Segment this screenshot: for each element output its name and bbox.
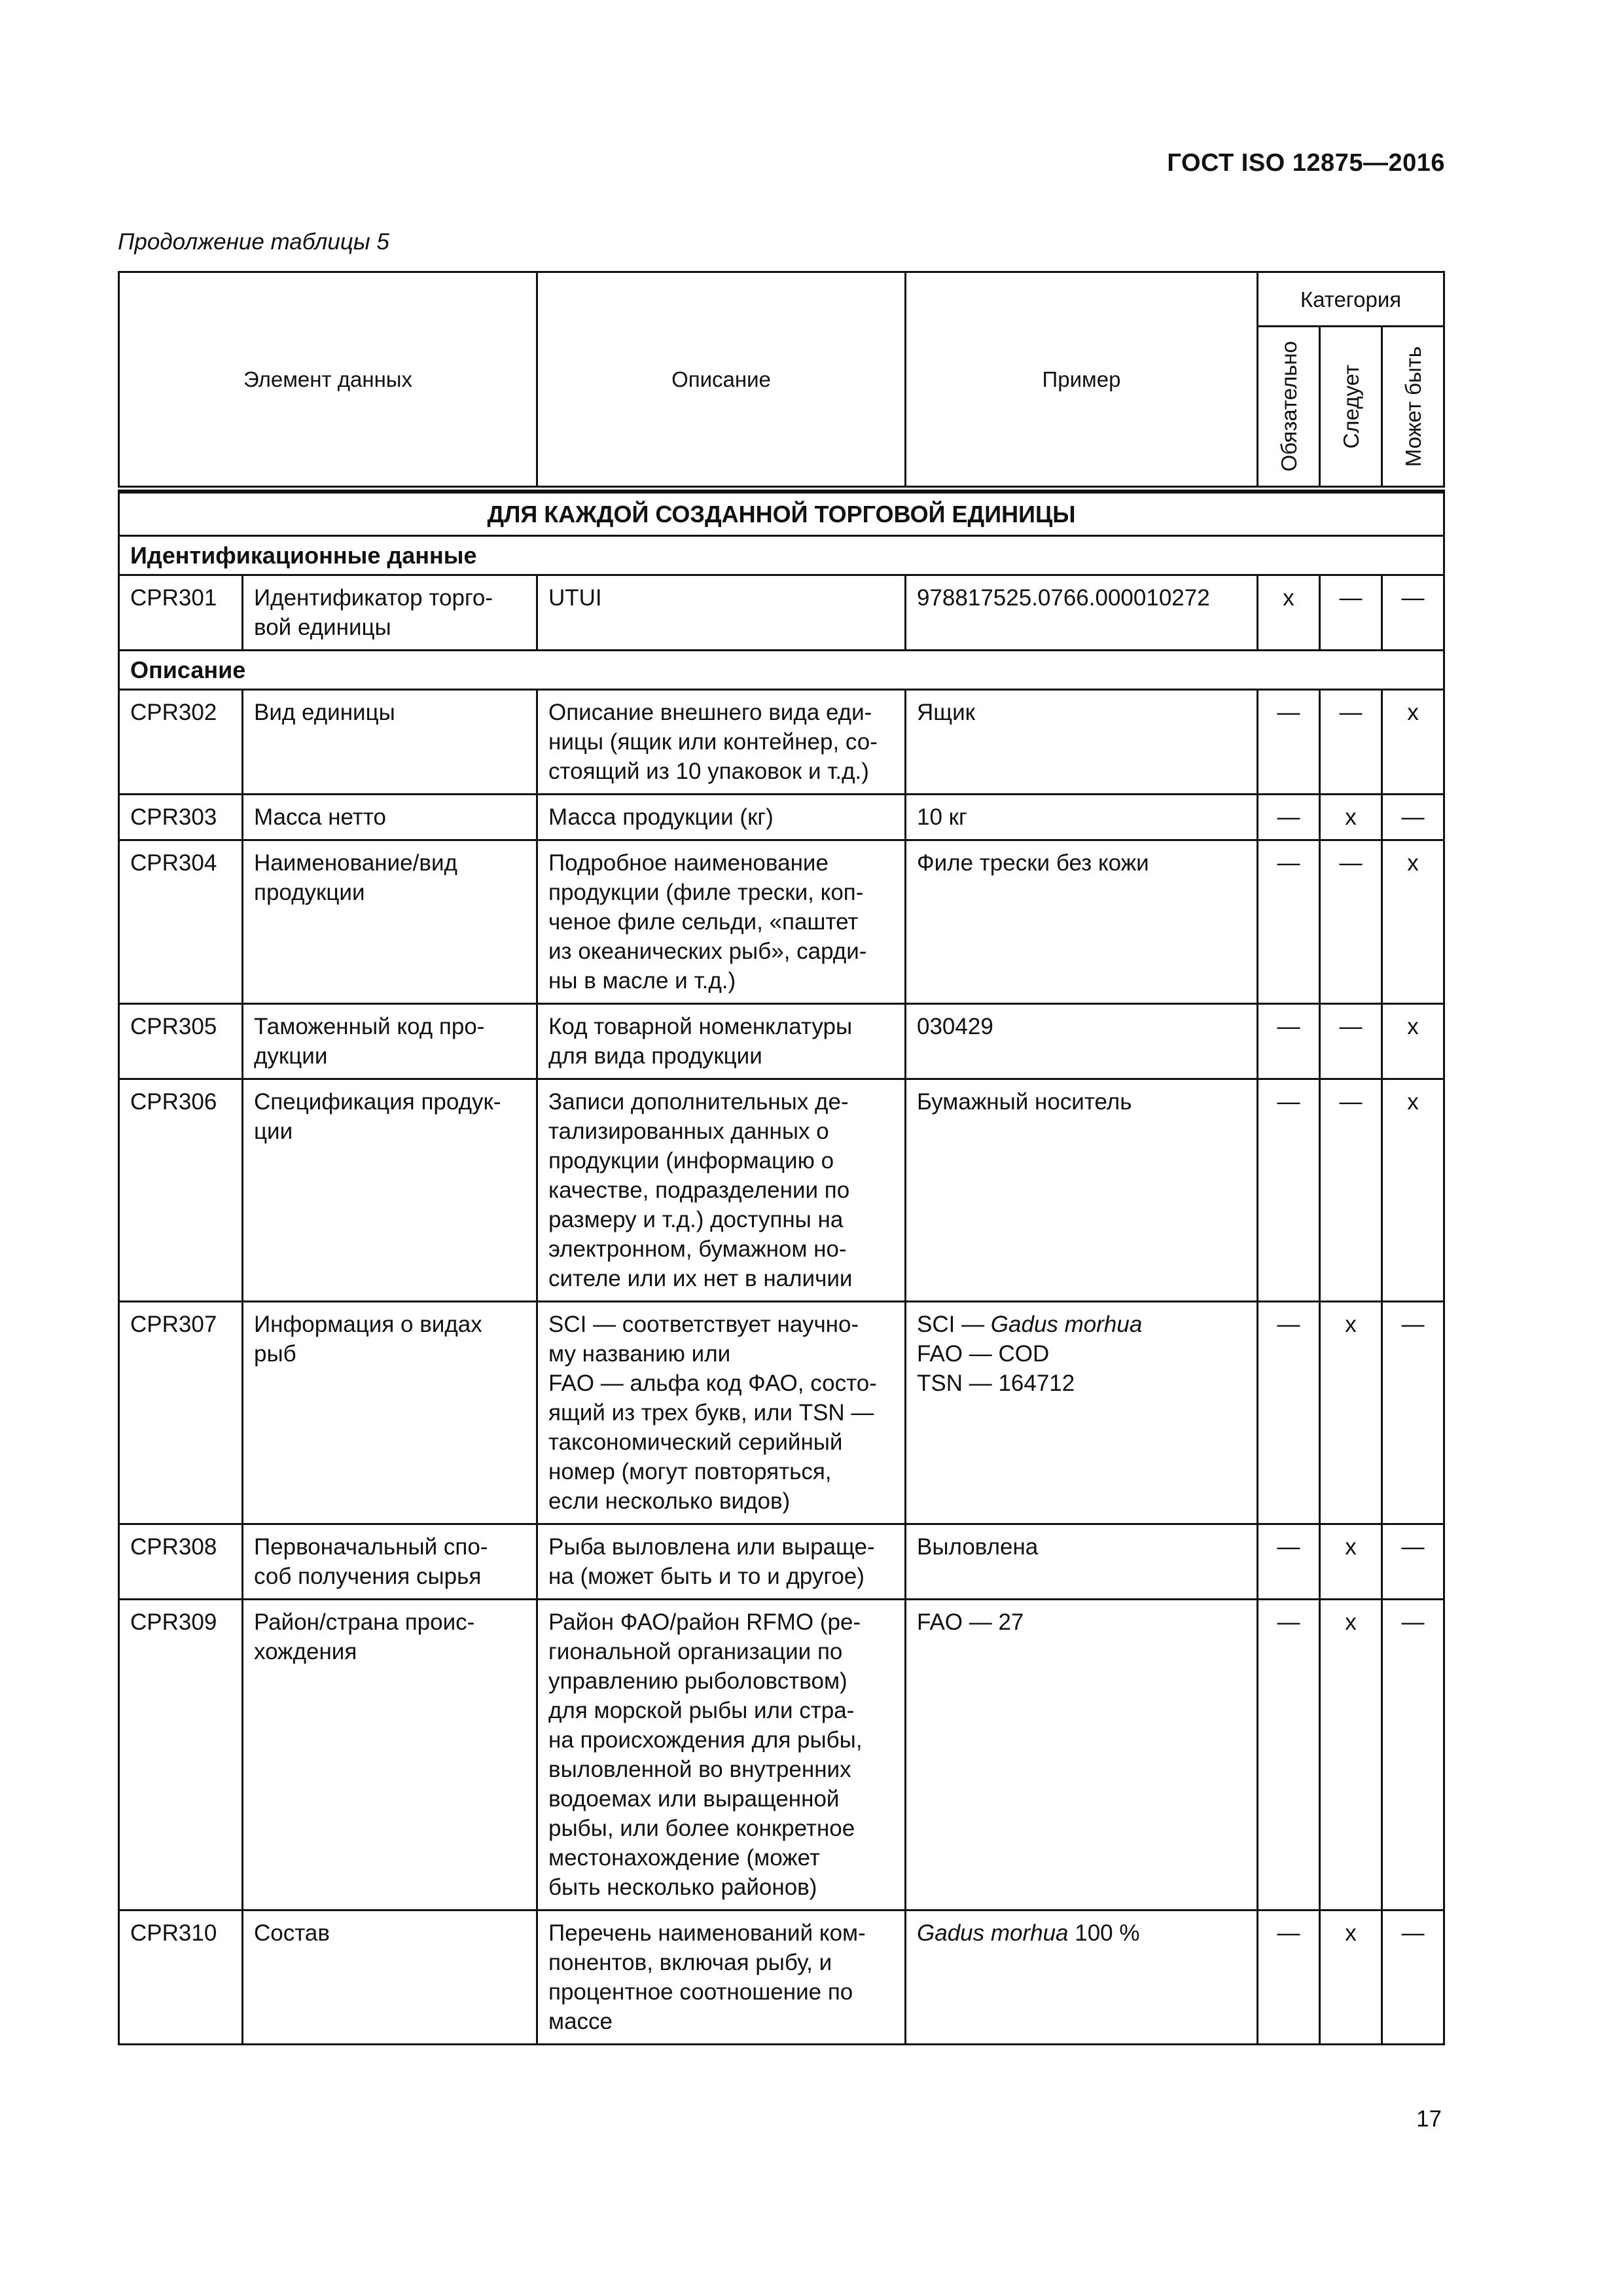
row-mandatory-mark: — — [1258, 1004, 1320, 1079]
row-element-name: Район/страна проис- хождения — [243, 1600, 537, 1910]
row-description: Записи дополнительных де- тализированных данных о продукции (информацию о качестве, подразделении по размеру и т.д.) доступны на электронном, бумажном но- сителе или их нет в наличии — [537, 1079, 906, 1302]
row-description: Масса продукции (кг) — [537, 795, 906, 840]
table-row — [119, 1910, 1444, 2045]
row-mandatory-mark: — — [1258, 795, 1320, 840]
row-element-name: Идентификатор торго- вой единицы — [243, 575, 537, 651]
row-description: Рыба выловлена или выраще- на (может быть и то и другое) — [537, 1524, 906, 1600]
row-description: SCI — соответствует научно- му названию или FAO — альфа код ФАО, состо- ящий из трех букв, или TSN — таксономический серийный номер (могут повторяться, если несколько видов) — [537, 1302, 906, 1524]
row-should-mark: — — [1320, 690, 1382, 795]
header-element: Элемент данных — [119, 272, 537, 489]
row-may-mark: x — [1382, 690, 1444, 795]
table-row — [119, 1079, 1444, 1302]
row-element-name: Первоначальный спо- соб получения сырья — [243, 1524, 537, 1600]
row-mandatory-mark: — — [1258, 1079, 1320, 1302]
row-example: Филе трески без кожи — [906, 840, 1258, 1004]
header-category: Категория — [1258, 272, 1444, 327]
row-description: Подробное наименование продукции (филе трески, коп- ченое филе сельди, «паштет из океанических рыб», сарди- ны в масле и т.д.) — [537, 840, 906, 1004]
table-caption: Продолжение таблицы 5 — [118, 229, 389, 255]
row-mandatory-mark: — — [1258, 1600, 1320, 1910]
row-element-name: Таможенный код про- дукции — [243, 1004, 537, 1079]
table-row — [119, 840, 1444, 1004]
row-should-mark: x — [1320, 1600, 1382, 1910]
row-code: CPR309 — [119, 1600, 243, 1910]
table-row — [119, 1600, 1444, 1910]
table-row — [119, 795, 1444, 840]
row-mandatory-mark: — — [1258, 1910, 1320, 2045]
row-mandatory-mark: — — [1258, 690, 1320, 795]
table-row — [119, 1302, 1444, 1524]
data-elements-table — [118, 271, 1445, 2045]
page-number: 17 — [1416, 2106, 1442, 2132]
row-should-mark: x — [1320, 1302, 1382, 1524]
row-code: CPR301 — [119, 575, 243, 651]
row-code: CPR302 — [119, 690, 243, 795]
row-code: CPR306 — [119, 1079, 243, 1302]
table-row — [119, 575, 1444, 651]
row-code: CPR310 — [119, 1910, 243, 2045]
example-species: Gadus morhua — [917, 1920, 1069, 1946]
row-example: 10 кг — [906, 795, 1258, 840]
row-example: Бумажный носитель — [906, 1079, 1258, 1302]
row-should-mark: — — [1320, 1004, 1382, 1079]
row-mandatory-mark: — — [1258, 1524, 1320, 1600]
group-description: Описание — [119, 651, 1444, 690]
row-element-name: Информация о видах рыб — [243, 1302, 537, 1524]
row-example — [906, 1910, 1258, 2045]
row-example — [906, 1302, 1258, 1524]
header-example: Пример — [906, 272, 1258, 489]
example-species: Gadus morhua — [990, 1312, 1143, 1337]
section-title: ДЛЯ КАЖДОЙ СОЗДАННОЙ ТОРГОВОЙ ЕДИНИЦЫ — [119, 493, 1444, 536]
header-may: Может быть — [1382, 327, 1444, 489]
row-element-name: Состав — [243, 1910, 537, 2045]
document-code: ГОСТ ISO 12875—2016 — [1167, 149, 1445, 177]
row-code: CPR308 — [119, 1524, 243, 1600]
row-should-mark: — — [1320, 840, 1382, 1004]
row-may-mark: — — [1382, 1302, 1444, 1524]
row-may-mark: — — [1382, 1910, 1444, 2045]
row-description: Перечень наименований ком- понентов, включая рыбу, и процентное соотношение по массе — [537, 1910, 906, 2045]
row-should-mark: x — [1320, 1910, 1382, 2045]
row-should-mark: — — [1320, 575, 1382, 651]
row-description: Код товарной номенклатуры для вида продукции — [537, 1004, 906, 1079]
row-mandatory-mark: — — [1258, 840, 1320, 1004]
row-code: CPR303 — [119, 795, 243, 840]
row-example: Ящик — [906, 690, 1258, 795]
row-should-mark: — — [1320, 1079, 1382, 1302]
row-code: CPR305 — [119, 1004, 243, 1079]
row-description: UTUI — [537, 575, 906, 651]
header-mandatory: Обязательно — [1258, 327, 1320, 489]
table-row — [119, 1004, 1444, 1079]
header-should: Следует — [1320, 327, 1382, 489]
row-example: Выловлена — [906, 1524, 1258, 1600]
row-element-name: Наименование/вид продукции — [243, 840, 537, 1004]
row-example: 978817525.0766.000010272 — [906, 575, 1258, 651]
group-identification: Идентификационные данные — [119, 536, 1444, 575]
row-mandatory-mark: — — [1258, 1302, 1320, 1524]
row-example: FAO — 27 — [906, 1600, 1258, 1910]
row-may-mark: x — [1382, 840, 1444, 1004]
row-should-mark: x — [1320, 795, 1382, 840]
row-element-name: Спецификация продук- ции — [243, 1079, 537, 1302]
example-suffix: 100 % — [1068, 1920, 1140, 1946]
table-row — [119, 690, 1444, 795]
row-description: Описание внешнего вида еди- ницы (ящик или контейнер, со- стоящий из 10 упаковок и т.д.) — [537, 690, 906, 795]
row-may-mark: — — [1382, 1600, 1444, 1910]
example-more: FAO — COD TSN — 164712 — [917, 1341, 1075, 1396]
row-may-mark: x — [1382, 1004, 1444, 1079]
row-code: CPR307 — [119, 1302, 243, 1524]
row-mandatory-mark: x — [1258, 575, 1320, 651]
row-example: 030429 — [906, 1004, 1258, 1079]
row-description: Район ФАО/район RFMO (ре- гиональной организации по управлению рыболовством) для морской рыбы или стра- на происхождения для рыбы, выловленной во внутренних водоемах или выращенной рыбы, или более конкретное местонахождение (может быть несколько районов) — [537, 1600, 906, 1910]
row-may-mark: — — [1382, 1524, 1444, 1600]
row-code: CPR304 — [119, 840, 243, 1004]
example-prefix: SCI — — [917, 1312, 991, 1337]
header-description: Описание — [537, 272, 906, 489]
table-row — [119, 1524, 1444, 1600]
row-element-name: Вид единицы — [243, 690, 537, 795]
row-may-mark: — — [1382, 575, 1444, 651]
row-element-name: Масса нетто — [243, 795, 537, 840]
row-may-mark: x — [1382, 1079, 1444, 1302]
row-may-mark: — — [1382, 795, 1444, 840]
row-should-mark: x — [1320, 1524, 1382, 1600]
